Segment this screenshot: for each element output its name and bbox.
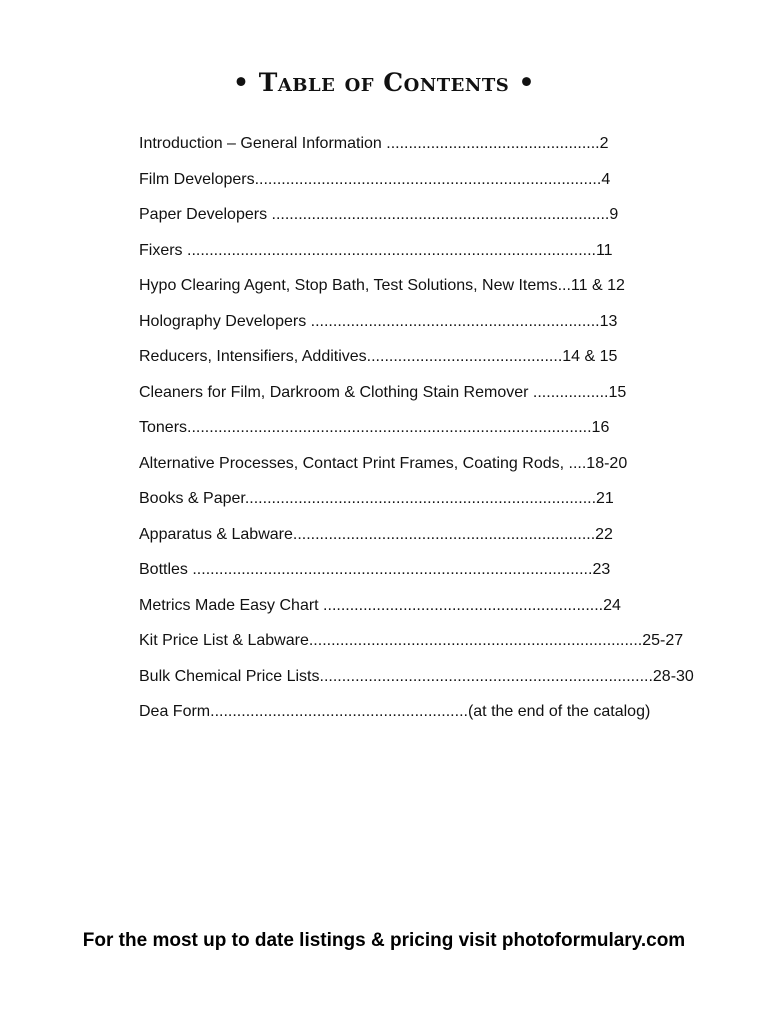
toc-entry-paper-developers: Paper Developers ............................................................................9	[139, 206, 619, 223]
page-title: • Table of Contents •	[233, 68, 535, 97]
toc-entry-alternative-processes: Alternative Processes, Contact Print Frames, Coating Rods, ....18-20	[139, 454, 628, 472]
toc-entry-hypo-clearing: Hypo Clearing Agent, Stop Bath, Test Solutions, New Items...11 & 12	[139, 277, 625, 294]
toc-entry-toners: Toners...........................................................................................16	[139, 419, 610, 436]
toc-entry-dea-form: Dea Form..........................................................(at the end of the catalog)	[139, 703, 651, 720]
toc-entry-bulk-chemical-price-lists: Bulk Chemical Price Lists...........................................................................28-30	[139, 667, 694, 685]
footer-note: For the most up to date listings & pricing visit photoformulary.com	[82, 930, 686, 951]
toc-entry-kit-price-list: Kit Price List & Labware...........................................................................25-27	[139, 632, 684, 649]
toc-entry-bottles: Bottles ..........................................................................................23	[139, 561, 611, 578]
toc-entry-introduction: Introduction – General Information ................................................2	[139, 135, 609, 152]
toc-entry-reducers: Reducers, Intensifiers, Additives............................................14 & 15	[139, 348, 618, 365]
toc-entry-metrics-chart: Metrics Made Easy Chart ...............................................................24	[139, 596, 621, 614]
toc-entry-film-developers: Film Developers..............................................................................4	[139, 170, 611, 188]
table-of-contents	[139, 128, 699, 732]
toc-entry-fixers: Fixers ............................................................................................11	[139, 241, 613, 259]
toc-entry-apparatus-labware: Apparatus & Labware....................................................................22	[139, 525, 613, 543]
toc-entry-books-paper: Books & Paper...............................................................................21	[139, 490, 614, 507]
toc-entry-cleaners: Cleaners for Film, Darkroom & Clothing Stain Remover .................15	[139, 383, 627, 401]
toc-entry-holography-developers: Holography Developers .................................................................13	[139, 312, 618, 330]
